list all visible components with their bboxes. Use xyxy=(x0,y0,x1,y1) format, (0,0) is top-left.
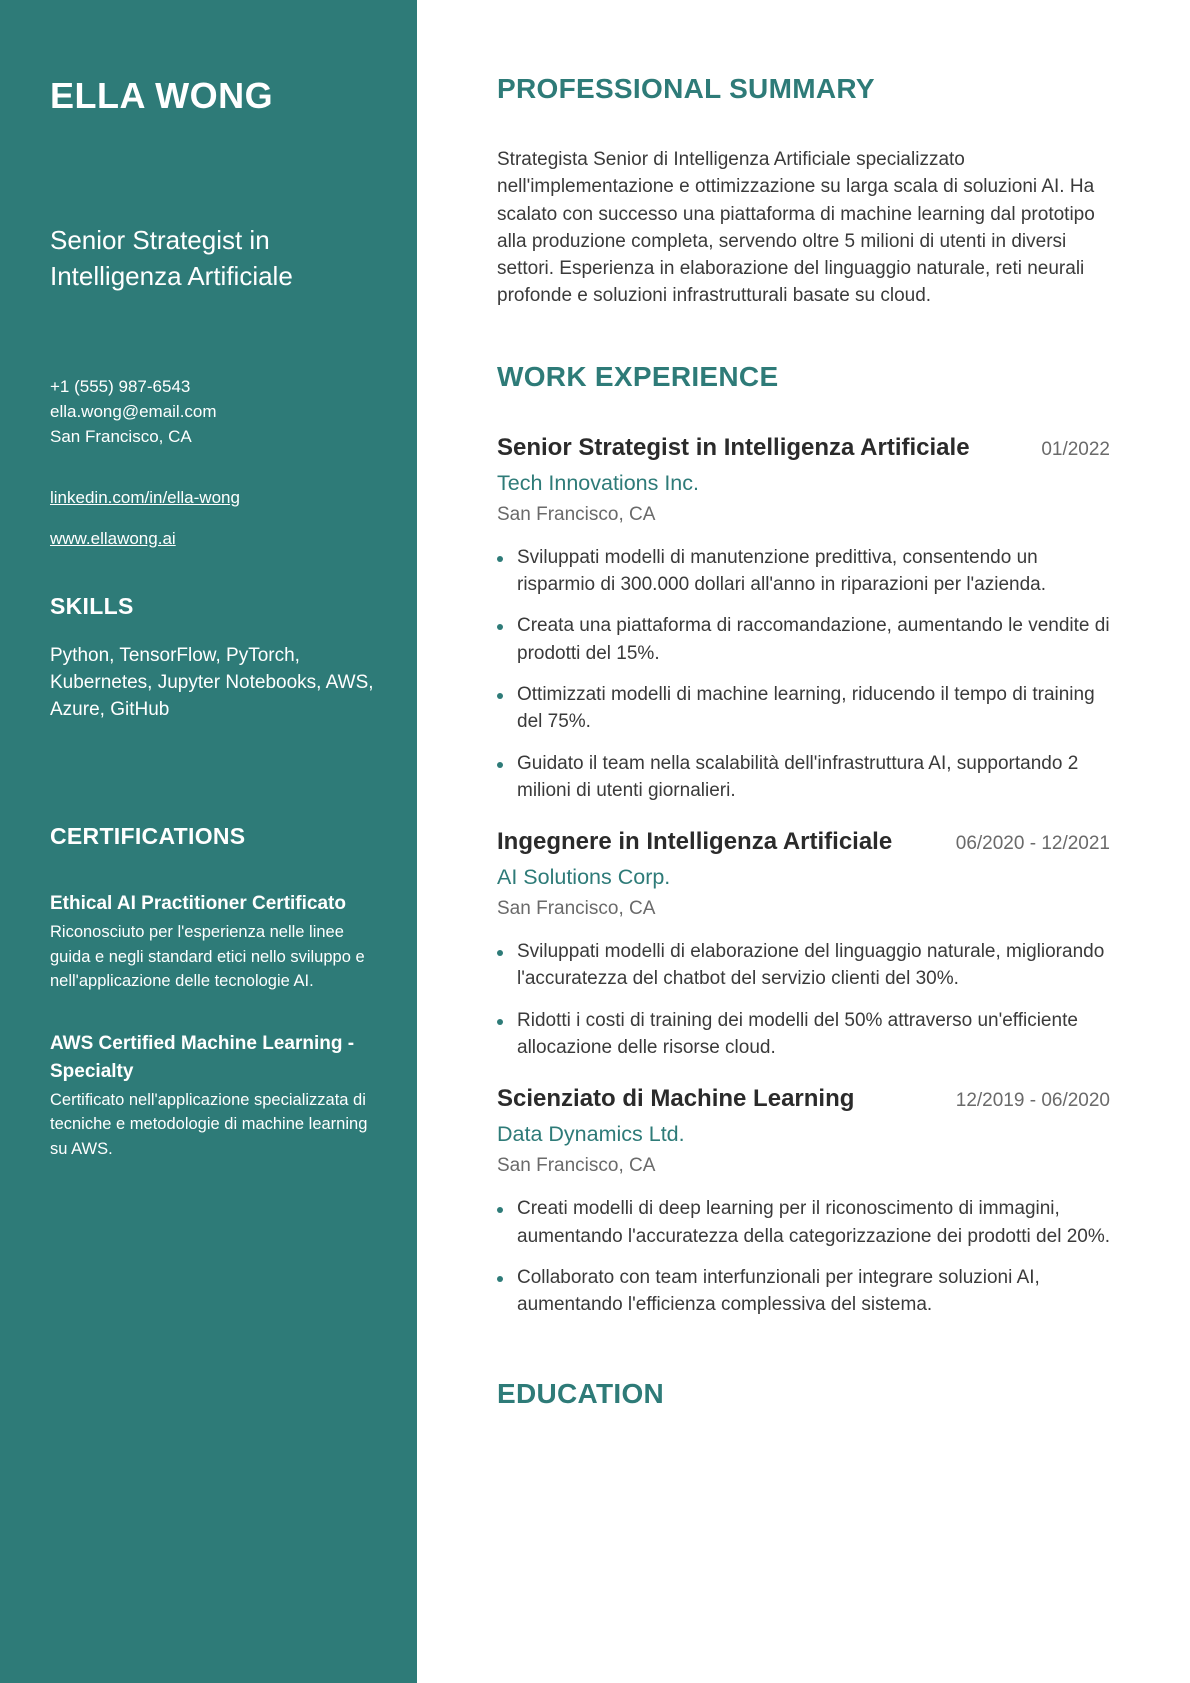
certification-description: Riconosciuto per l'esperienza nelle linee guida e negli standard etici nello sviluppo e nell'applicazione delle tecnologie AI. xyxy=(50,923,365,990)
contact-location: San Francisco, CA xyxy=(50,427,192,446)
job-bullet xyxy=(497,1007,1110,1062)
main-content xyxy=(417,0,1190,1683)
job-bullet xyxy=(497,681,1110,736)
bullet-dot-icon xyxy=(497,693,503,699)
certification-description: Certificato nell'applicazione specializzata di tecniche e metodologie di machine learning su AWS. xyxy=(50,1090,368,1158)
bullet-text: Sviluppati modelli di elaborazione del linguaggio naturale, migliorando l'accuratezza del chatbot del servizio clienti del 30%. xyxy=(517,941,1105,990)
bullet-dot-icon xyxy=(497,556,503,562)
job-bullets xyxy=(497,544,1110,804)
bullet-text: Guidato il team nella scalabilità dell'infrastruttura AI, supportando 2 milioni di utenti giornalieri. xyxy=(517,752,1079,801)
job-bullet xyxy=(497,750,1110,805)
job-bullet xyxy=(497,938,1110,993)
certification-title: AWS Certified Machine Learning - Specialty xyxy=(50,1032,355,1082)
certifications-heading: CERTIFICATIONS xyxy=(50,823,246,849)
sidebar xyxy=(0,0,417,1683)
bullet-dot-icon xyxy=(497,624,503,630)
job-bullet xyxy=(497,1195,1110,1250)
profile-links xyxy=(50,485,377,551)
company-name: Tech Innovations Inc. xyxy=(497,470,699,495)
job-location: San Francisco, CA xyxy=(497,898,656,920)
phone-number: +1 (555) 987-6543 xyxy=(50,377,191,396)
summary-heading: PROFESSIONAL SUMMARY xyxy=(497,73,875,104)
bullet-text: Collaborato con team interfunzionali per integrare soluzioni AI, aumentando l'efficienza complessiva del sistema. xyxy=(517,1266,1040,1316)
job-bullet xyxy=(497,612,1110,667)
bullet-dot-icon xyxy=(497,1207,503,1213)
education-heading: EDUCATION xyxy=(497,1377,665,1409)
job-title: Scienziato di Machine Learning xyxy=(497,1085,855,1113)
website-link[interactable]: www.ellawong.ai xyxy=(50,529,176,548)
skills-heading: SKILLS xyxy=(50,593,134,619)
skills-list: Python, TensorFlow, PyTorch, Kubernetes, Jupyter Notebooks, AWS, Azure, GitHub xyxy=(50,645,374,720)
job-title: Ingegnere in Intelligenza Artificiale xyxy=(497,828,893,856)
job-header xyxy=(497,828,1110,856)
candidate-name: ELLA WONG xyxy=(50,75,274,116)
job-bullet xyxy=(497,1264,1110,1319)
contact-info xyxy=(50,374,377,449)
bullet-text: Sviluppati modelli di manutenzione predittiva, consentendo un risparmio di 300.000 dollari all'anno in riparazioni per l'azienda. xyxy=(517,546,1047,596)
bullet-dot-icon xyxy=(497,1019,503,1025)
job-bullet xyxy=(497,544,1110,599)
bullet-text: Creati modelli di deep learning per il riconoscimento di immagini, aumentando l'accuratezza della categorizzazione dei prodotti del 20%. xyxy=(517,1198,1110,1247)
job-dates: 06/2020 - 12/2021 xyxy=(955,833,1110,855)
linkedin-link[interactable]: linkedin.com/in/ella-wong xyxy=(50,488,240,507)
certification-item xyxy=(50,890,377,994)
bullet-dot-icon xyxy=(497,762,503,768)
job-header xyxy=(497,1085,1110,1113)
job-location: San Francisco, CA xyxy=(497,1155,656,1177)
bullet-dot-icon xyxy=(497,1276,503,1282)
job-entry xyxy=(497,434,1110,804)
job-bullets xyxy=(497,938,1110,1061)
job-bullets xyxy=(497,1195,1110,1318)
job-entry xyxy=(497,1085,1110,1318)
job-location: San Francisco, CA xyxy=(497,503,656,525)
candidate-headline: Senior Strategist in Intelligenza Artificiale xyxy=(50,225,293,291)
job-title: Senior Strategist in Intelligenza Artificiale xyxy=(497,433,970,461)
job-header xyxy=(497,434,1110,462)
job-dates: 01/2022 xyxy=(1041,438,1110,460)
work-experience-heading: WORK EXPERIENCE xyxy=(497,360,779,392)
certification-title: Ethical AI Practitioner Certificato xyxy=(50,893,346,914)
certification-item xyxy=(50,1030,377,1162)
company-name: AI Solutions Corp. xyxy=(497,865,671,890)
bullet-text: Ridotti i costi di training dei modelli del 50% attraverso un'efficiente allocazione delle risorse cloud. xyxy=(517,1009,1078,1059)
job-dates: 12/2019 - 06/2020 xyxy=(955,1090,1110,1112)
bullet-dot-icon xyxy=(497,950,503,956)
email-address: ella.wong@email.com xyxy=(50,402,217,421)
company-name: Data Dynamics Ltd. xyxy=(497,1122,685,1147)
bullet-text: Ottimizzati modelli di machine learning, riducendo il tempo di training del 75%. xyxy=(517,683,1095,733)
bullet-text: Creata una piattaforma di raccomandazione, aumentando le vendite di prodotti del 15%. xyxy=(517,615,1110,664)
summary-text: Strategista Senior di Intelligenza Artificiale specializzato nell'implementazione e ottimizzazione su larga scala di soluzioni AI. Ha scalato con successo una piattaforma di machine learning dal prototipo alla produzione completa, servendo oltre 5 milioni di utenti in diversi settori. Esperienza in elaborazione del linguaggio naturale, reti neurali profonde e soluzioni infrastrutturali basate su cloud. xyxy=(497,149,1095,307)
job-entry xyxy=(497,828,1110,1061)
